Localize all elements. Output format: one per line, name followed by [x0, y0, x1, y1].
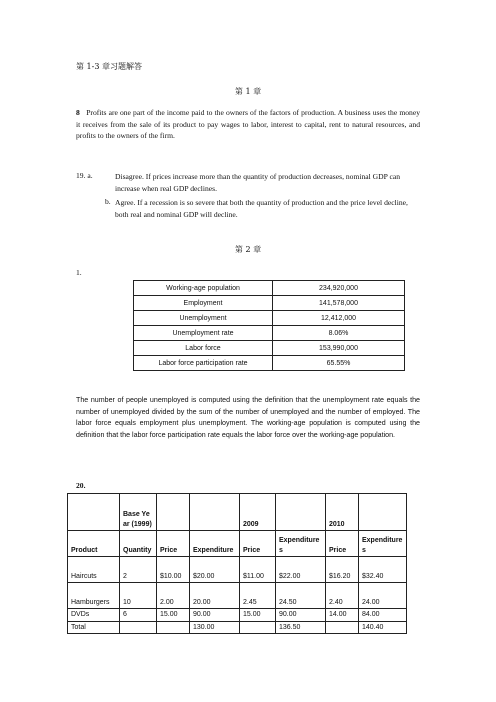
table-cell — [326, 621, 359, 634]
table-cell: $22.00 — [276, 557, 326, 583]
row-label: Working-age population — [134, 281, 273, 296]
table-cell: 10 — [120, 583, 157, 609]
table-row — [68, 621, 407, 634]
table-cell: Expenditures — [276, 531, 326, 557]
table-row — [134, 326, 405, 341]
table-cell: $10.00 — [157, 557, 190, 583]
row-value: 12,412,000 — [273, 311, 405, 326]
table-cell: DVDs — [68, 609, 120, 622]
table-cell: 90.00 — [190, 609, 240, 622]
table-cell: $11.00 — [240, 557, 276, 583]
answer-19b-label: b. — [105, 197, 111, 206]
table-cell — [276, 494, 326, 531]
row-label: Unemployment — [134, 311, 273, 326]
table-cell: 130.00 — [190, 621, 240, 634]
table-cell: $32.40 — [359, 557, 407, 583]
row-label: Labor force participation rate — [134, 356, 273, 371]
table-cell: Expenditures — [359, 531, 407, 557]
table-cell: 20.00 — [190, 583, 240, 609]
row-label: Labor force — [134, 341, 273, 356]
table-row — [68, 609, 407, 622]
gdp-price-table — [67, 493, 407, 634]
chapter-1-heading: 第 1 章 — [234, 87, 262, 96]
table-header-row — [68, 531, 407, 557]
table-cell: 84.00 — [359, 609, 407, 622]
row-value: 65.55% — [273, 356, 405, 371]
table-header-row — [68, 494, 407, 531]
answer-8 — [76, 107, 420, 142]
table-cell: Hamburgers — [68, 583, 120, 609]
row-label: Employment — [134, 296, 273, 311]
table-cell — [120, 621, 157, 634]
row-value: 8.06% — [273, 326, 405, 341]
table-cell: 2010 — [326, 494, 359, 531]
table-cell: Price — [157, 531, 190, 557]
table-cell: Price — [326, 531, 359, 557]
table-cell — [190, 494, 240, 531]
row-label: Unemployment rate — [134, 326, 273, 341]
table-cell — [240, 621, 276, 634]
table-cell: Price — [240, 531, 276, 557]
answer-1-number: 1. — [76, 268, 82, 277]
answer-1-explanation: The number of people unemployed is computed using the definition that the unemployment rate equals the number of unemployed divided by the sum of the number of unemployed and the number of employed. The labor force equals employment plus unemployment. The working-age population is computed using the definition that the labor force participation rate equals the labor force over the working-age population. — [76, 396, 420, 439]
answer-19b-text: Agree. If a recession is so severe that both the quantity of production and the price level decline, both real and nominal GDP will decline. — [115, 198, 408, 219]
table-cell — [359, 494, 407, 531]
table-cell: $16.20 — [326, 557, 359, 583]
table-cell: 140.40 — [359, 621, 407, 634]
table-row — [134, 296, 405, 311]
table-cell: Expenditure — [190, 531, 240, 557]
answer-19-number: 19. a. — [76, 171, 93, 180]
table-row — [134, 341, 405, 356]
table-row — [134, 311, 405, 326]
table-cell: Base Year (1999) — [120, 494, 157, 531]
table-row — [68, 557, 407, 583]
table-cell: 136.50 — [276, 621, 326, 634]
table-cell: 90.00 — [276, 609, 326, 622]
answer-20-number: 20. — [76, 481, 86, 490]
table-cell: 2.40 — [326, 583, 359, 609]
table-cell: 24.00 — [359, 583, 407, 609]
table-cell: 2009 — [240, 494, 276, 531]
table-row — [134, 356, 405, 371]
table-cell: Total — [68, 621, 120, 634]
table-cell: 14.00 — [326, 609, 359, 622]
answer-8-text: Profits are one part of the income paid to the owners of the factors of production. A business uses the money it receives from the sale of its product to pay wages to labor, interest to capital, rent to natural resources, and profits to the owners of the firm. — [76, 108, 420, 140]
row-value: 234,920,000 — [273, 281, 405, 296]
table-cell: 15.00 — [157, 609, 190, 622]
answer-8-number: 8 — [76, 108, 80, 117]
table-cell: 2.45 — [240, 583, 276, 609]
labor-market-table — [133, 280, 405, 371]
table-cell: 6 — [120, 609, 157, 622]
table-cell: 24.50 — [276, 583, 326, 609]
row-value: 153,990,000 — [273, 341, 405, 356]
row-value: 141,578,000 — [273, 296, 405, 311]
table-cell: 2 — [120, 557, 157, 583]
document-title: 第 1-3 章习题解答 — [76, 62, 142, 71]
table-cell: Haircuts — [68, 557, 120, 583]
table-cell: Product — [68, 531, 120, 557]
table-cell — [157, 621, 190, 634]
table-cell — [157, 494, 190, 531]
table-cell: $20.00 — [190, 557, 240, 583]
table-row — [68, 583, 407, 609]
table-cell: Quantity — [120, 531, 157, 557]
table-row — [134, 281, 405, 296]
table-cell: 2.00 — [157, 583, 190, 609]
table-cell — [68, 494, 120, 531]
answer-19a-text: Disagree. If prices increase more than the quantity of production decreases, nominal GDP can increase when real GDP declines. — [115, 172, 401, 193]
table-cell: 15.00 — [240, 609, 276, 622]
chapter-2-heading: 第 2 章 — [234, 245, 262, 254]
